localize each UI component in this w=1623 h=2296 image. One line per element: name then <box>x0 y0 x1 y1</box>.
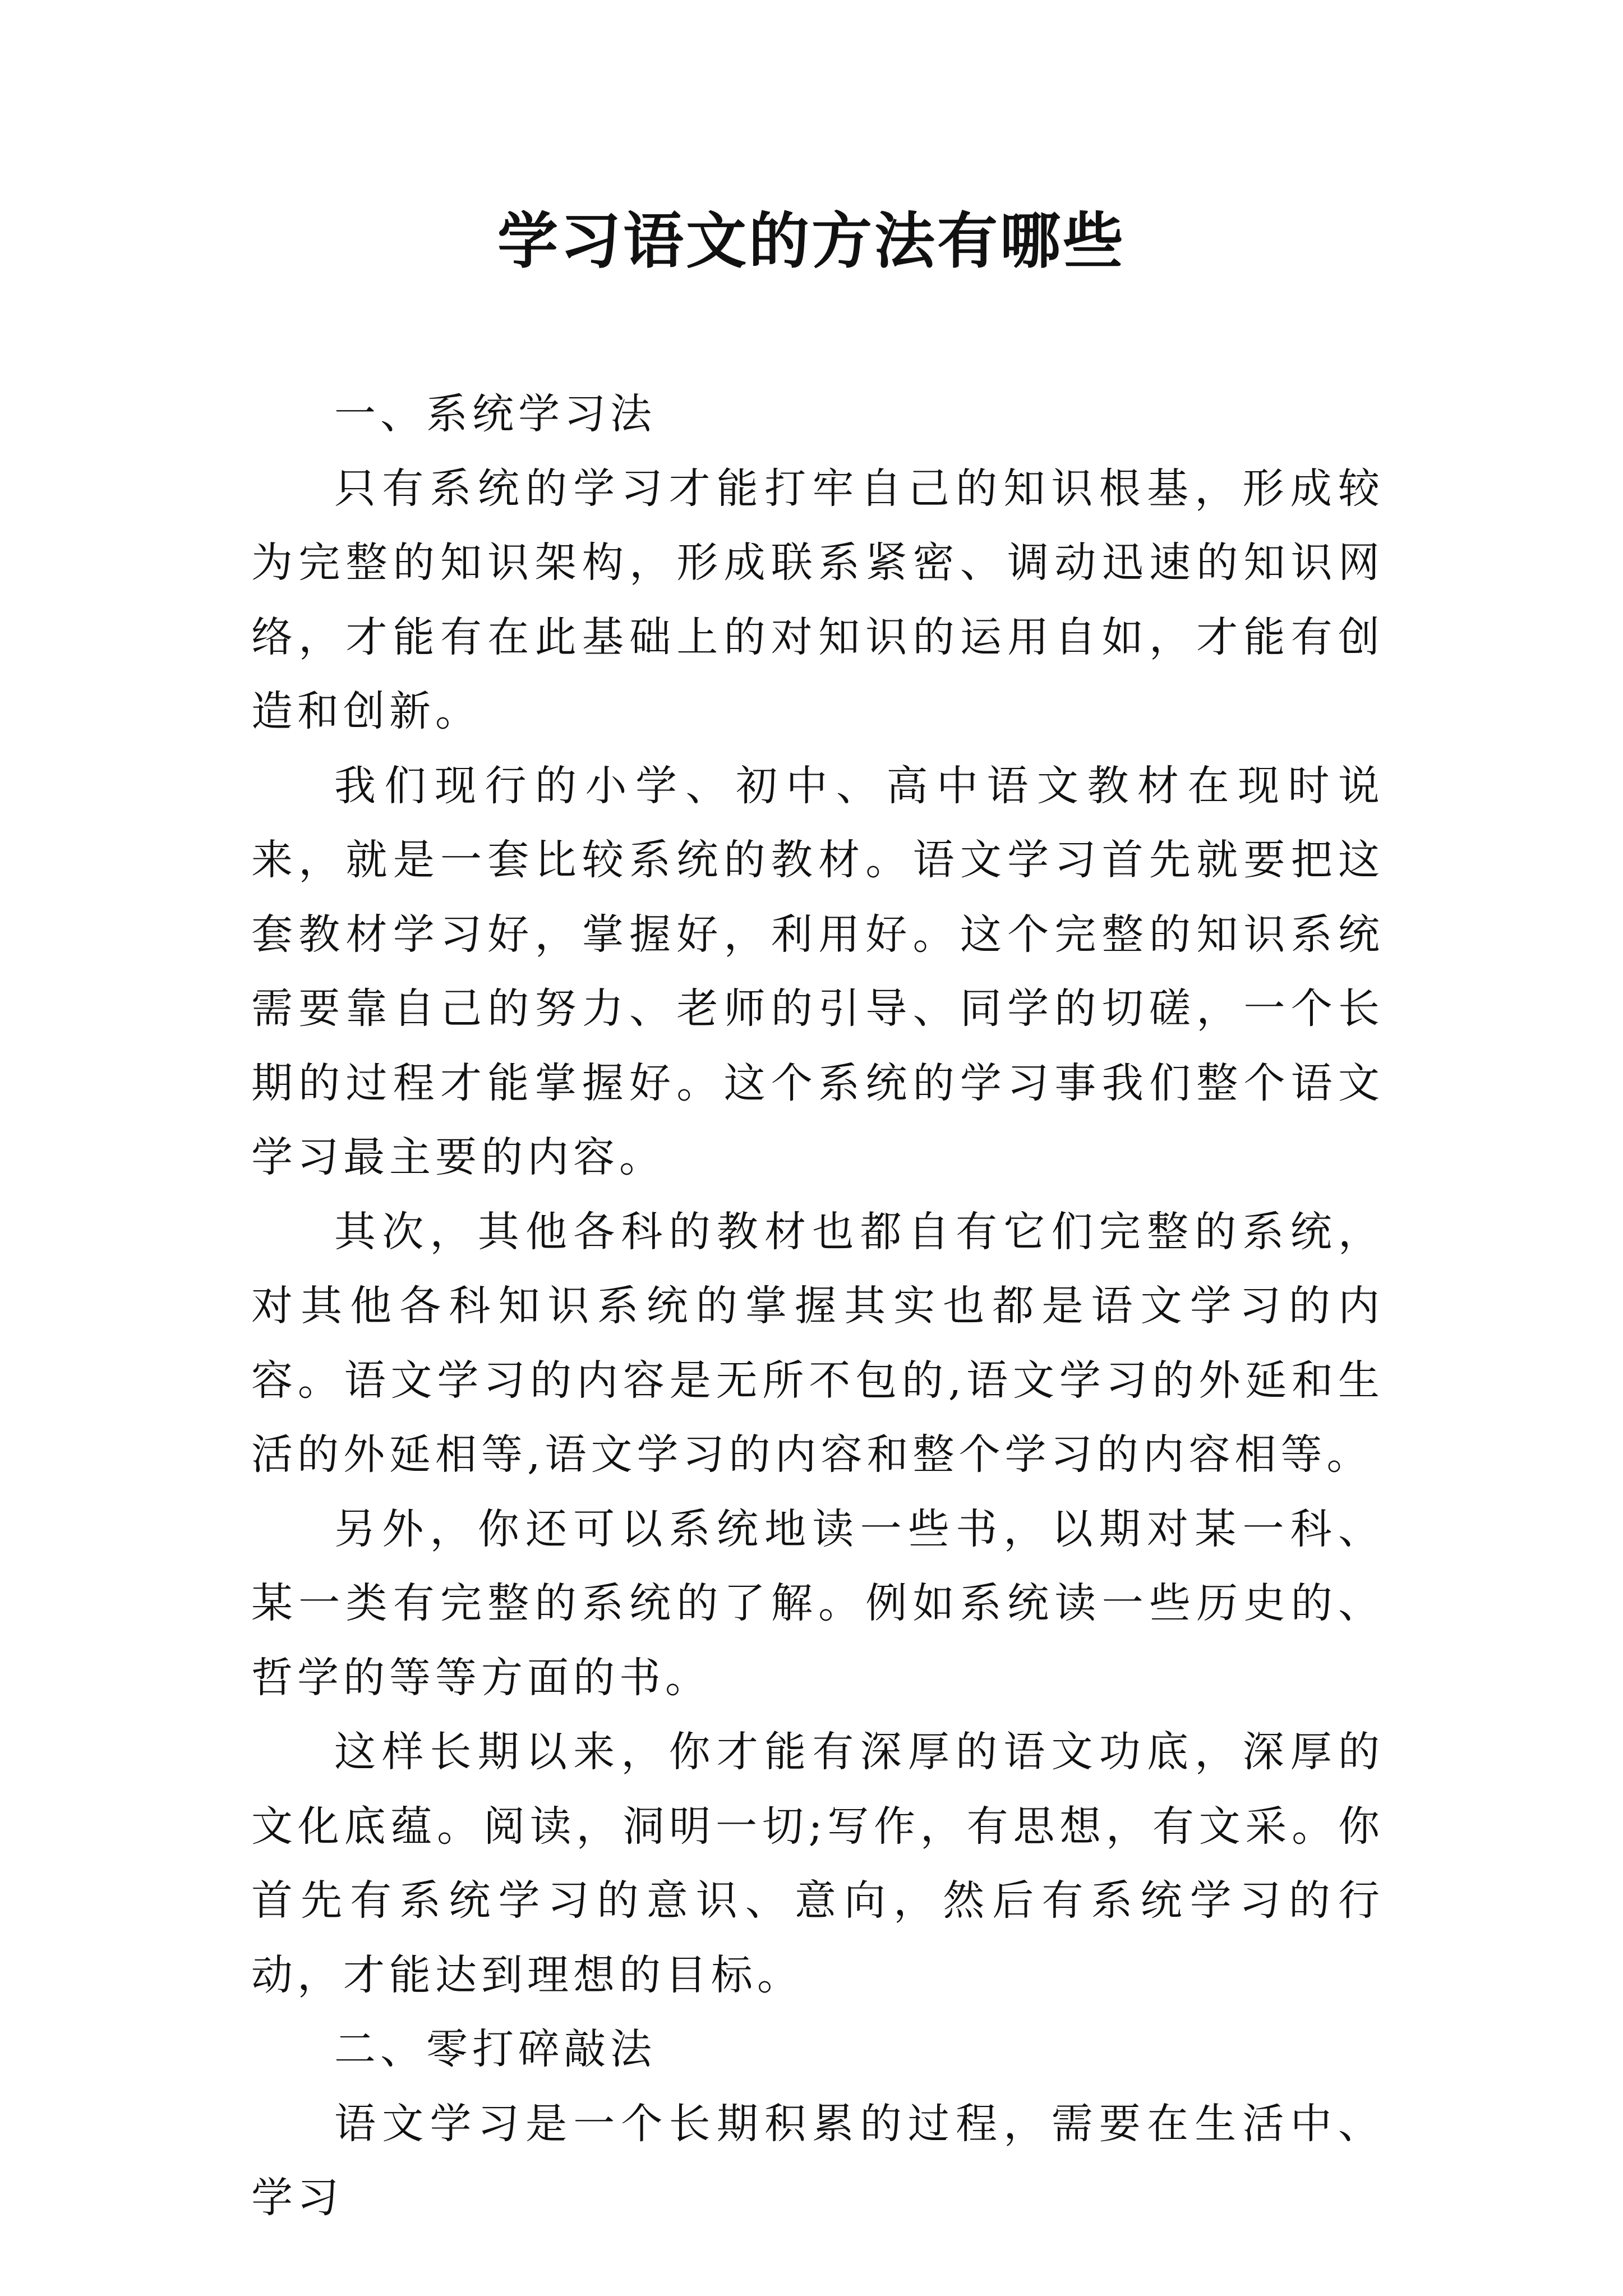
document-body <box>251 377 1384 2235</box>
paragraph-6: 语文学习是一个长期积累的过程，需要在生活中、学习 <box>251 2099 1384 2222</box>
paragraph-1: 只有系统的学习才能打牢自己的知识根基，形成较为完整的知识架构，形成联系紧密、调动迅速的知识网络，才能有在此基础上的对知识的运用自如，才能有创造和创新。 <box>251 464 1384 735</box>
document-title: 学习语文的方法有哪些 <box>497 206 1126 277</box>
paragraph-2: 我们现行的小学、初中、高中语文教材在现时说来，就是一套比较系统的教材。语文学习首先就要把这套教材学习好，掌握好，利用好。这个完整的知识系统需要靠自己的努力、老师的引导、同学的切磋，一个长期的过程才能掌握好。这个系统的学习事我们整个语文学习最主要的内容。 <box>251 761 1384 1181</box>
paragraph-5: 这样长期以来，你才能有深厚的语文功底，深厚的文化底蕴。阅读，洞明一切;写作，有思想，有文采。你首先有系统学习的意识、意向，然后有系统学习的行动，才能达到理想的目标。 <box>251 1728 1384 1999</box>
section-heading-2: 二、零打碎敲法 <box>334 2025 656 2073</box>
section-heading-1: 一、系统学习法 <box>334 390 656 438</box>
paragraph-4: 另外，你还可以系统地读一些书，以期对某一科、某一类有完整的系统的了解。例如系统读一些历史的、哲学的等等方面的书。 <box>251 1504 1384 1702</box>
paragraph-3: 其次，其他各科的教材也都自有它们完整的系统，对其他各科知识系统的掌握其实也都是语文学习的内容。语文学习的内容是无所不包的,语文学习的外延和生活的外延相等,语文学习的内容和整个学习的内容相等。 <box>251 1207 1384 1479</box>
